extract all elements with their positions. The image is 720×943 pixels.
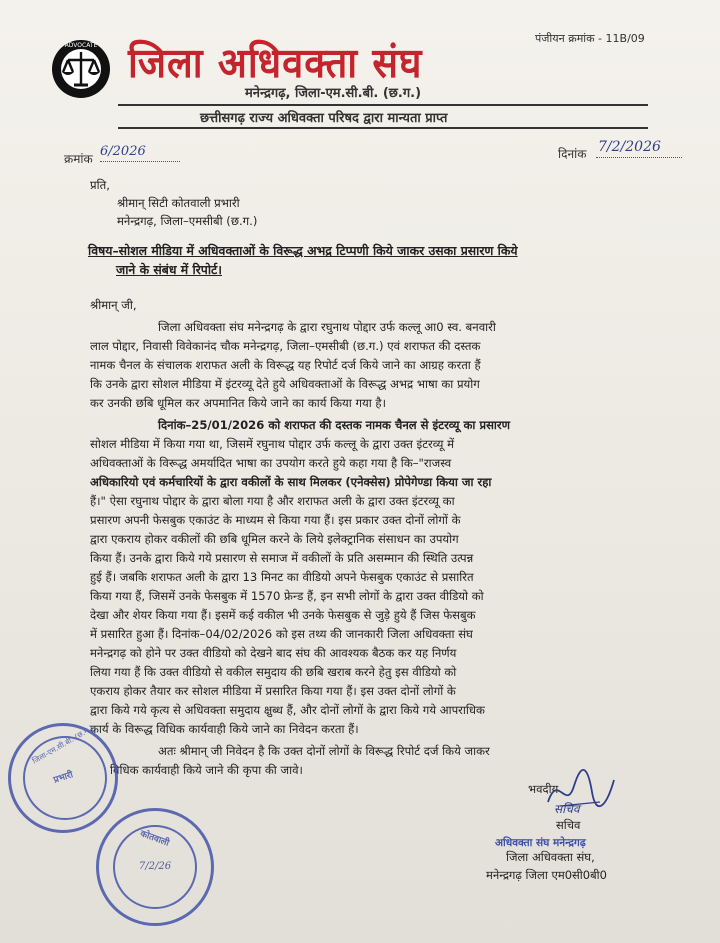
left-round-stamp — [8, 723, 118, 833]
logo-text: ADVOCATE — [64, 42, 98, 49]
recipient-line1: श्रीमान् सिटी कोतवाली प्रभारी — [117, 196, 240, 210]
para2-line: द्वारा एकराय होकर वकीलों की छबि धूमिल करने के लिये इलेक्ट्रानिक संसाधन का उपयोग — [90, 532, 459, 546]
recipient-prati: प्रति, — [90, 178, 110, 192]
org-name: जिला अधिवक्ता संघ — [128, 39, 423, 87]
para2-line: अधिकारियो एवं कर्मचारियों के द्वारा वकीलों के साथ मिलकर (एनेक्सेस) प्रोपेगेण्डा किया जा रहा — [90, 475, 492, 489]
para2-line: कार्य के विरूद्ध विधिक कार्यवाही किये जाने का निवेदन करता हैं। — [90, 722, 359, 736]
para2-line: मनेन्द्रगढ़ को होने पर उक्त वीडियो को देखने बाद संघ की आवश्यक बैठक कर यह निर्णय — [90, 646, 457, 660]
para2-line: द्वारा किये गये कृत्य से अधिवक्ता समुदाय क्षुब्ध हैं, और दोनों लोगों के द्वारा किये गये आपराधिक — [90, 703, 485, 717]
para1-line: लाल पोद्दार, निवासी विवेकानंद चौक मनेन्द्रगढ़, जिला–एमसीबी (छ.ग.) एवं शराफत की दस्तक — [90, 339, 481, 353]
header-rule-bottom — [118, 127, 648, 129]
signature-place: मनेन्द्रगढ़ जिला एम0सी0बी0 — [486, 868, 607, 882]
recipient-line2: मनेन्द्रगढ़, जिला–एमसीबी (छ.ग.) — [117, 214, 258, 228]
para2-line: दिनांक–25/01/2026 को शराफत की दस्तक नामक चैनल से इंटरव्यू का प्रसारण — [158, 418, 511, 432]
date-value: 7/2/2026 — [598, 139, 661, 155]
para2-line: एकराय होकर तैयार कर सोशल मीडिया में प्रसारित किया गया हैं। इस उक्त दोनों लोगों के — [90, 684, 456, 698]
date-label: दिनांक — [558, 147, 587, 161]
subject-line1: विषय–सोशल मीडिया में अधिवक्ताओं के विरूद्ध अभद्र टिप्पणी किये जाकर उसका प्रसारण किये — [88, 243, 518, 258]
signature-scribble — [540, 762, 620, 822]
subject — [88, 241, 658, 279]
org-address: मनेन्द्रगढ़, जिला-एम.सी.बी. (छ.ग.) — [245, 86, 422, 101]
ref-label: क्रमांक — [64, 152, 93, 166]
salutation: श्रीमान् जी, — [90, 298, 137, 312]
para2-line: लिया गया हैं कि उक्त वीडियो से वकील समुदाय की छबि खराब करने हेतु इस वीडियो को — [90, 665, 457, 679]
para2-line: में प्रसारित हुआ हैं। दिनांक–04/02/2026 को इस तथ्य की जानकारी जिला अधिवक्ता संघ — [90, 627, 473, 641]
para2-line: सोशल मीडिया में किया गया था, जिसमें रघुनाथ पोद्दार उर्फ कल्लू के द्वारा उक्त इंटरव्यू में — [90, 437, 455, 451]
subject-line2: जाने के संबंध में रिपोर्ट। — [116, 262, 222, 277]
para1-line: कर उनकी छबि धूमिल कर अपमानित किये जाने का कार्य किया गया है। — [90, 396, 386, 410]
signature-stamp-text: अधिवक्ता संघ मनेन्द्रगढ़ — [495, 837, 586, 849]
para2-line: किया गया हैं, जिसमें उनके फेसबुक में 1570 फ्रेन्ड हैं, इन सभी लोगों के द्वारा उक्त वीडियो को — [90, 589, 484, 603]
para1-line: जिला अधिवक्ता संघ मनेन्द्रगढ़ के द्वारा रघुनाथ पोद्दार उर्फ कल्लू आ0 स्व. बनवारी — [158, 320, 496, 334]
advocate-scales-logo-icon — [50, 38, 112, 100]
closing: भवदीय — [528, 782, 559, 796]
ref-dots — [100, 160, 180, 162]
para1-line: नामक चैनल के संचालक शराफत अली के विरूद्ध यह रिपोर्ट दर्ज किये जाने का आग्रह करता हैं — [90, 358, 481, 372]
date-dots — [596, 156, 682, 158]
recognition-line: छत्तीसगढ़ राज्य अधिवक्ता परिषद द्वारा मान्यता प्राप्त — [200, 111, 448, 126]
bottom-round-stamp — [96, 808, 214, 926]
secretary-handwritten: सचिव — [554, 802, 580, 816]
para2-line: हैं।" ऐसा रघुनाथ पोद्दार के द्वारा बोला गया है और शराफत अली के द्वारा उक्त इंटरव्यू का — [90, 494, 455, 508]
para3-line: अतः श्रीमान् जी निवेदन है कि उक्त दोनों लोगों के विरूद्ध रिपोर्ट दर्ज किये जाकर — [158, 744, 490, 758]
para2-line: किया हैं। उनके द्वारा किये गये प्रसारण से समाज में वकीलों के प्रति असम्मान की स्थिति उत्पन्न — [90, 551, 474, 565]
ref-value: 6/2026 — [100, 144, 146, 159]
para2-line: हुई हैं। जबकि शराफत अली के द्वारा 13 मिनट का वीडियो अपने फेसबुक एकाउंट से प्रसारित — [90, 570, 474, 584]
para2-line: देखा और शेयर किया गया हैं। इसमें कई वकील भी उनके फेसबुक से जुड़े हुये हैं जिस फेसबुक — [90, 608, 476, 622]
para2-line: अधिवक्ताओं के विरूद्ध अमर्यादित भाषा का उपयोग करते हुये कहा गया है कि–"राजस्व — [90, 456, 452, 470]
bottom-stamp-outer-text: कोतवाली — [138, 829, 171, 849]
registration-number: पंजीयन क्रमांक - 11B/09 — [535, 32, 645, 45]
left-stamp-outer-text: जिला-एम.सी.बी. (छ.ग.) — [30, 723, 95, 766]
para3-line: विधिक कार्यवाही किये जाने की कृपा की जावे। — [110, 763, 303, 777]
signature-title: सचिव — [556, 818, 581, 832]
left-stamp-inner-text: प्रभारी — [52, 770, 75, 786]
header-rule-top — [118, 104, 648, 106]
signature-org: जिला अधिवक्ता संघ, — [506, 850, 595, 864]
bottom-stamp-date: 7/2/26 — [138, 861, 172, 872]
para1-line: कि उनके द्वारा सोशल मीडिया में इंटरव्यू देते हुये अधिवक्ताओं के विरूद्ध अभद्र भाषा का प्रयोग — [90, 377, 480, 391]
para2-line: प्रसारण अपनी फेसबुक एकाउंट के माध्यम से किया गया हैं। इस प्रकार उक्त दोनों लोगों के — [90, 513, 461, 527]
